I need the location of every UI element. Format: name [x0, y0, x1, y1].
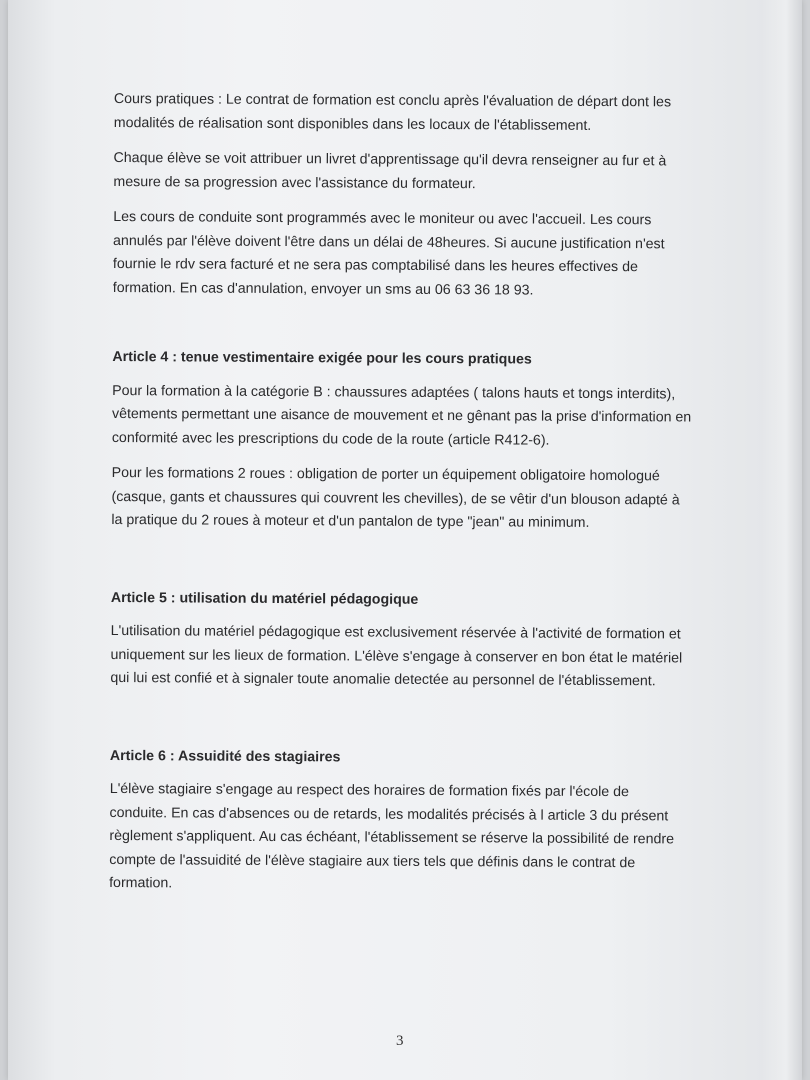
article-4-title: Article 4 : tenue vestimentaire exigée pour les cours pratiques: [112, 348, 532, 368]
article-6-paragraph-1: L'élève stagiaire s'engage au respect des horaires de formation fixés par l'école de conduite. En cas d'absences ou de retards, les modalités précisés à l article 3 du présent règlement s'appliquent. Au cas échéant, l'établissement se réserve la possibilité de rendre compte de l'assuidité de l'élève stagiaire aux tiers tels que définis dans le contrat de formation.: [109, 780, 675, 892]
article-5-paragraph-1: L'utilisation du matériel pédagogique est exclusivement réservée à l'activité de formation et uniquement sur les lieux de formation. L'élève s'engage à conserver en bon état le matériel qui lui est confié et à signaler toute anomalie detectée au personnel de l'établissement.: [110, 622, 683, 690]
page-number: 3: [396, 1033, 404, 1049]
article-4-paragraph-2: Pour les formations 2 roues : obligation de porter un équipement obligatoire homologué (casque, gants et chaussures qui couvrent les chevilles), de se vêtir d'un blouson adapté à la pratique du 2 roues à moteur et d'un pantalon de type "jean" au minimum.: [111, 464, 680, 531]
section-spacer: [111, 544, 691, 590]
document-body: [109, 88, 694, 911]
plastic-sleeve-edge: [762, 0, 802, 1080]
section-spacer: [112, 312, 692, 350]
intro-paragraph-2: Chaque élève se voit attribuer un livret d'apprentissage qu'il devra renseigner au fur et à mesure de sa progression avec l'assistance du formateur.: [113, 149, 667, 192]
article-6-title: Article 6 : Assuidité des stagiaires: [109, 747, 341, 765]
article-4-paragraph-1: Pour la formation à la catégorie B : chaussures adaptées ( talons hauts et tongs interdits), vêtements permettant une aisance de mouvement et ne gênant pas la prise d'information en conformité avec les prescriptions du code de la route (article R412-6).: [111, 382, 692, 449]
intro-paragraph-1: Cours pratiques : Le contrat de formation est conclu après l'évaluation de départ dont les modalités de réalisation sont disponibles dans les locaux de l'établissement.: [113, 90, 672, 134]
section-spacer: [110, 702, 690, 748]
intro-paragraph-3: Les cours de conduite sont programmés avec le moniteur ou avec l'accueil. Les cours annulés par l'élève doivent l'être dans un délai de 48heures. Si aucune justification n'est fournie le rdv sera facturé et ne sera pas comptabilisé dans les heures effectives de formation. En cas d'annulation, envoyer un sms au 06 63 36 18 93.: [112, 208, 665, 299]
article-5-title: Article 5 : utilisation du matériel pédagogique: [110, 589, 419, 608]
